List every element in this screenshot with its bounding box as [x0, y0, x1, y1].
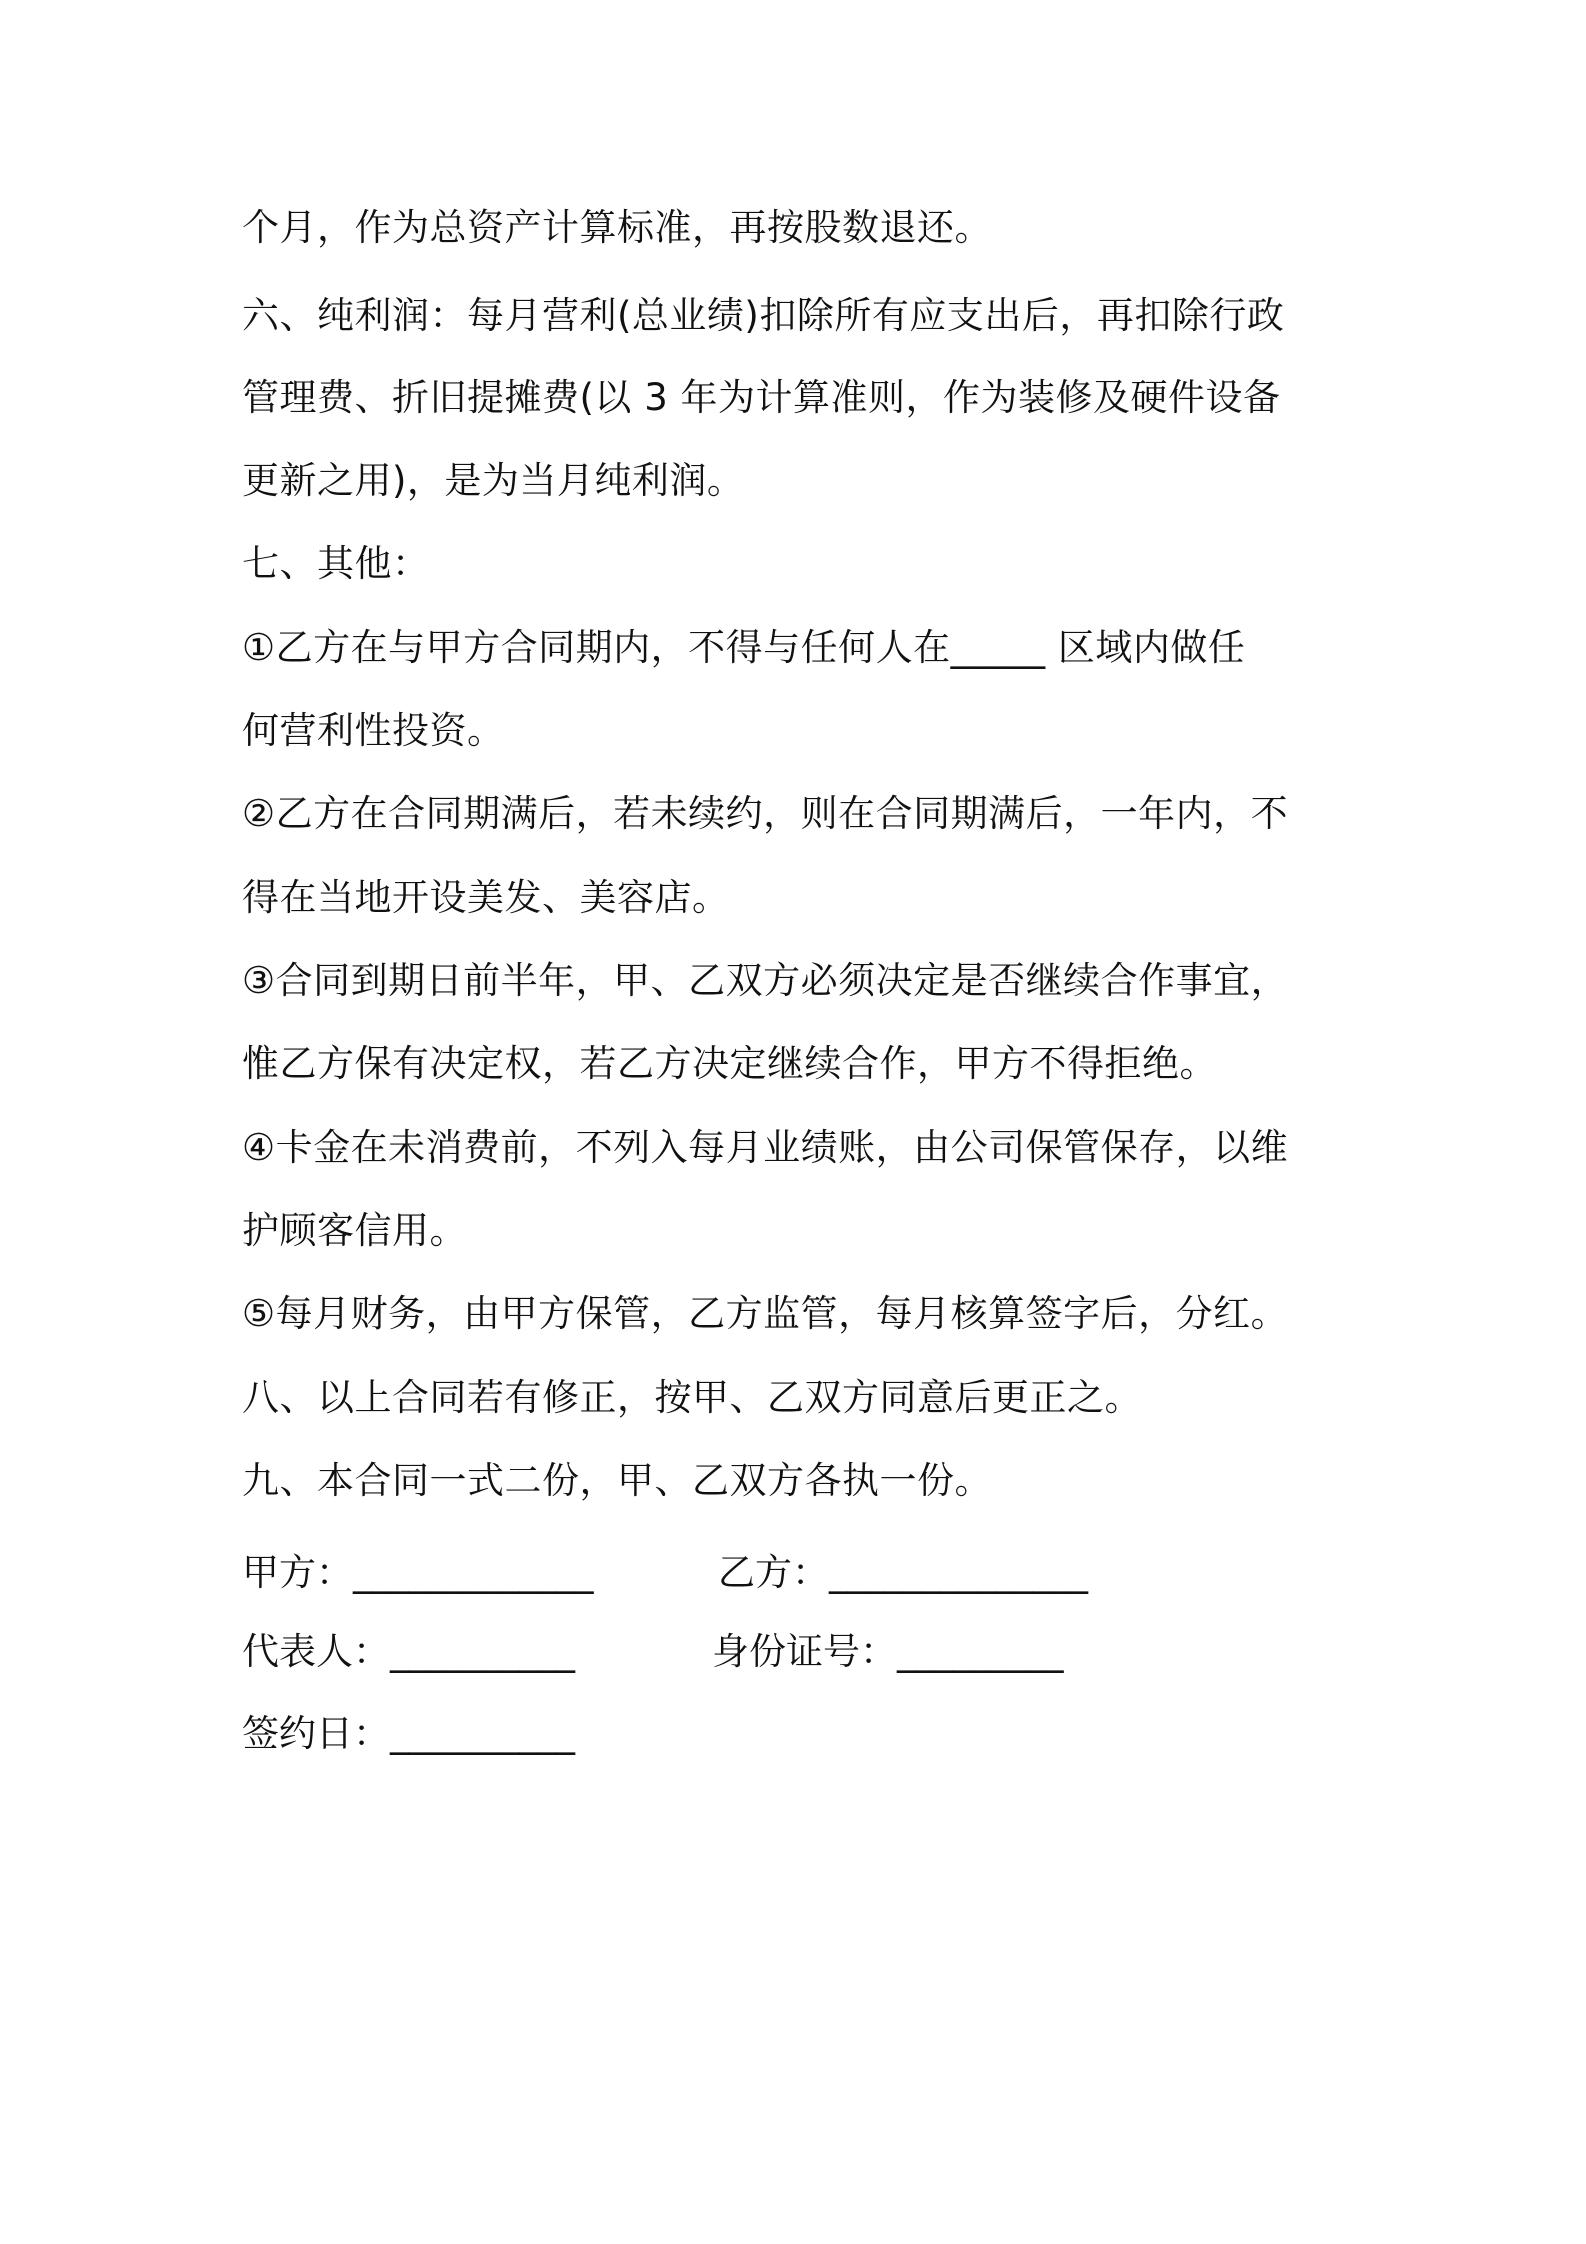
- clause-9: 九、本合同一式二份，甲、乙双方各执一份。: [242, 1459, 992, 1502]
- clause-7-item-2-line-2: 得在当地开设美发、美容店。: [242, 876, 730, 919]
- clause-7-item-5: ⑤每月财务，由甲方保管，乙方监管，每月核算签字后，分红。: [242, 1292, 1289, 1335]
- clause-6-line-2: 管理费、折旧提摊费(以 3 年为计算准则，作为装修及硬件设备: [242, 376, 1281, 419]
- text-line-1: 个月，作为总资产计算标准，再按股数退还。: [242, 206, 992, 249]
- clause-6-line-1: 六、纯利润：每月营利(总业绩)扣除所有应支出后，再扣除行政: [242, 294, 1285, 337]
- clause-7-item-3-line-1: ③合同到期日前半年，甲、乙双方必须决定是否继续合作事宜，: [242, 959, 1289, 1002]
- clause-7-item-4-line-1: ④卡金在未消费前，不列入每月业绩账，由公司保管保存，以维: [242, 1126, 1289, 1169]
- clause-7-item-1-line-2: 何营利性投资。: [242, 709, 505, 752]
- clause-7-item-1-line-1: ①乙方在与甲方合同期内，不得与任何人在_____ 区域内做任: [242, 626, 1246, 669]
- party-b-signature-field: 乙方：______________: [718, 1551, 1088, 1594]
- clause-7-item-4-line-2: 护顾客信用。: [242, 1209, 467, 1252]
- representative-field: 代表人：__________: [242, 1630, 575, 1673]
- clause-7-item-2-line-1: ②乙方在合同期满后，若未续约，则在合同期满后，一年内，不: [242, 792, 1289, 835]
- id-number-field: 身份证号：_________: [712, 1630, 1064, 1673]
- party-a-signature-field: 甲方：_____________: [242, 1551, 594, 1594]
- clause-6-line-3: 更新之用)，是为当月纯利润。: [242, 459, 745, 502]
- clause-7-heading: 七、其他：: [242, 542, 430, 585]
- clause-8: 八、以上合同若有修正，按甲、乙双方同意后更正之。: [242, 1376, 1142, 1419]
- clause-7-item-3-line-2: 惟乙方保有决定权，若乙方决定继续合作，甲方不得拒绝。: [242, 1042, 1217, 1085]
- sign-date-field: 签约日：__________: [242, 1712, 575, 1755]
